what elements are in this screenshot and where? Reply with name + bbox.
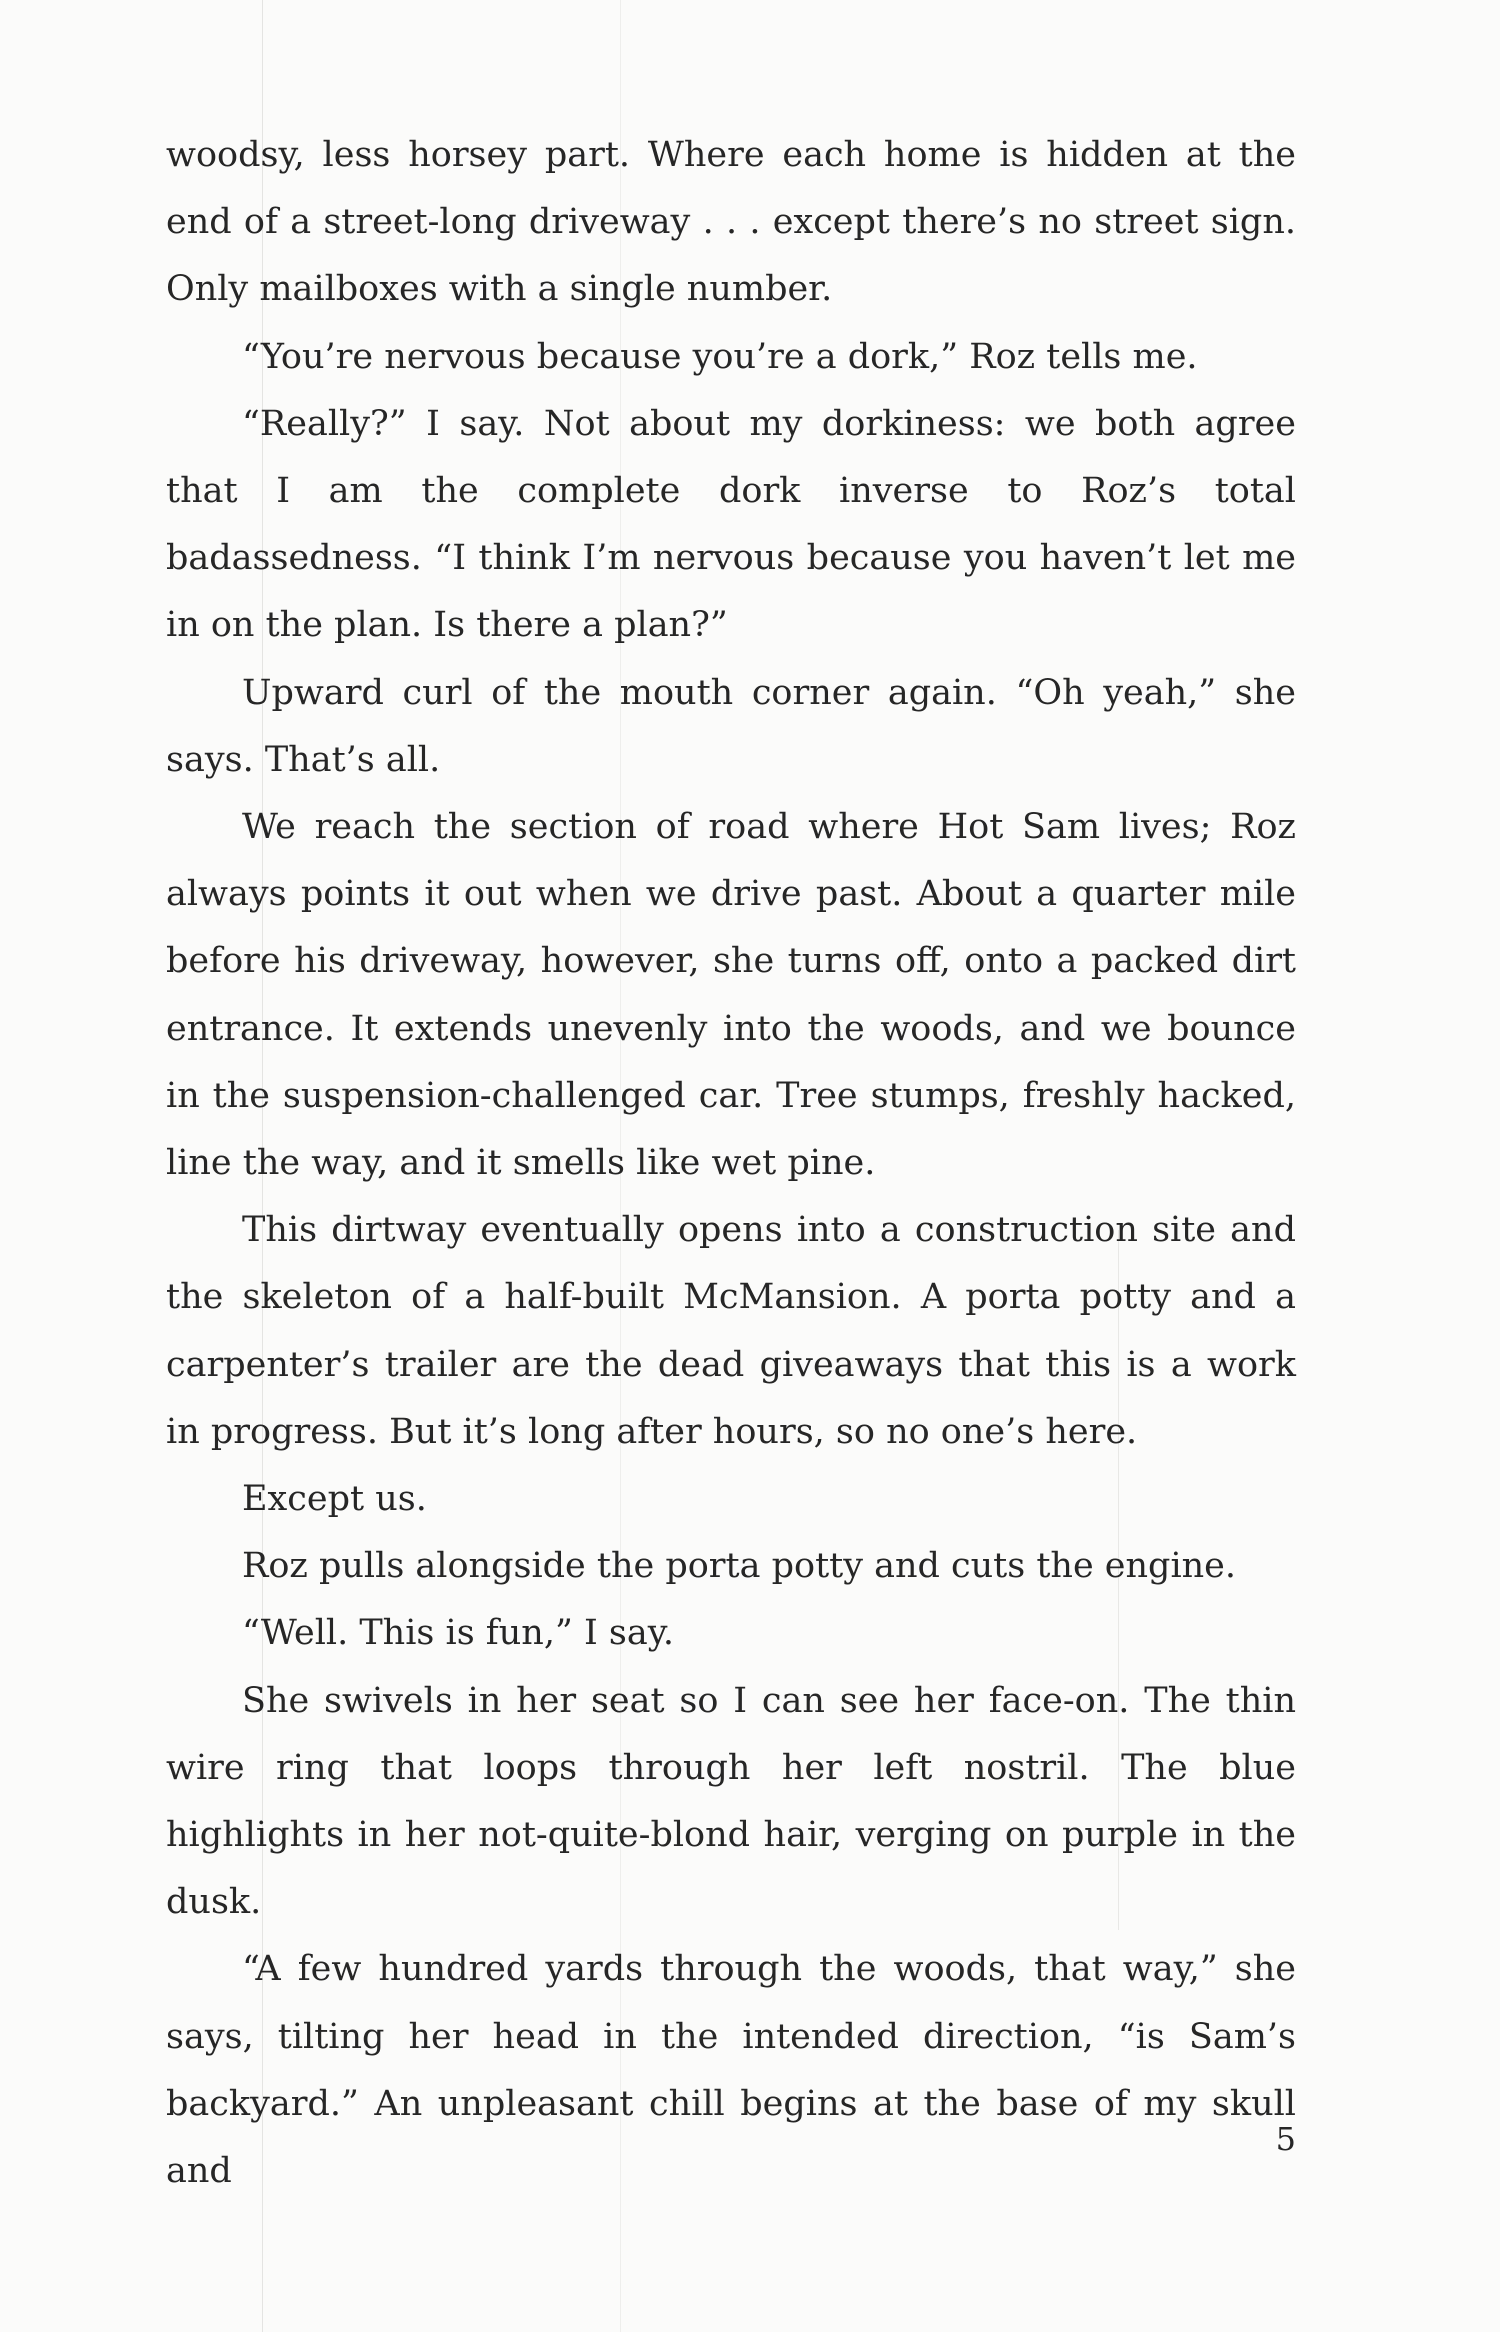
paragraph: “Really?” I say. Not about my dorkiness: we both agree that I am the complete dork inverse to Roz’s total badassedness. “I think I’m nervous because you haven’t let me in on the plan. Is there a plan?” bbox=[166, 403, 1296, 646]
paragraph: Except us. bbox=[242, 1479, 427, 1520]
body-text bbox=[166, 122, 1296, 2205]
paragraph: woodsy, less horsey part. Where each home is hidden at the end of a street-long driveway . . . except there’s no street sign. Only mailboxes with a single number. bbox=[166, 135, 1296, 310]
paragraph: “A few hundred yards through the woods, that way,” she says, tilting her head in the intended direction, “is Sam’s backyard.” An unpleasant chill begins at the base of my skull and bbox=[166, 1949, 1296, 2192]
paragraph: “Well. This is fun,” I say. bbox=[242, 1613, 674, 1654]
paragraph: We reach the section of road where Hot Sam lives; Roz always points it out when we drive past. About a quarter mile before his driveway, however, she turns off, onto a packed dirt entrance. It extends unevenly into the woods, and we bounce in the suspension-challenged car. Tree stumps, freshly hacked, line the way, and it smells like wet pine. bbox=[166, 807, 1296, 1184]
paragraph: Roz pulls alongside the porta potty and cuts the engine. bbox=[242, 1546, 1237, 1587]
paragraph: Upward curl of the mouth corner again. “Oh yeah,” she says. That’s all. bbox=[166, 672, 1296, 780]
paragraph: This dirtway eventually opens into a construction site and the skeleton of a half-built McMansion. A porta potty and a carpenter’s trailer are the dead giveaways that this is a work in progress. But it’s long after hours, so no one’s here. bbox=[166, 1210, 1296, 1452]
paragraph: “You’re nervous because you’re a dork,” Roz tells me. bbox=[242, 336, 1198, 377]
page-number: 5 bbox=[1275, 2120, 1296, 2158]
paragraph: She swivels in her seat so I can see her face-on. The thin wire ring that loops through her left nostril. The blue highlights in her not-quite-blond hair, verging on purple in the dusk. bbox=[166, 1680, 1296, 1923]
